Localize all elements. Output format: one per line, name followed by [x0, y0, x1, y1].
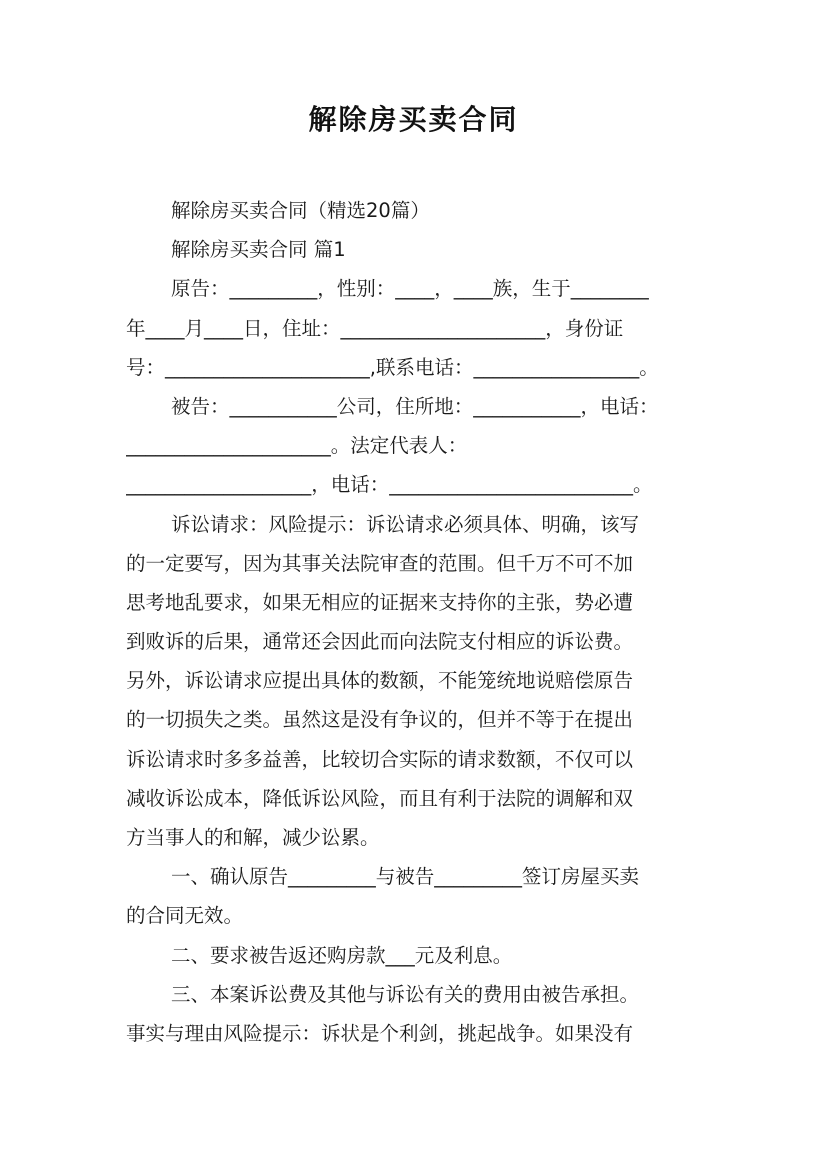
document-body — [126, 191, 704, 1053]
request-1-line-1: 一、确认原告_________与被告_________签订房屋买卖 — [171, 865, 640, 889]
request-2: 二、要求被告返还购房款___元及利息。 — [171, 943, 513, 967]
claims-line-4: 到败诉的后果，通常还会因此而向法院支付相应的诉讼费。 — [126, 630, 634, 654]
defendant-line-1: 被告：___________公司，住所地：___________，电话： — [171, 394, 659, 418]
facts-line-1: 事实与理由风险提示：诉状是个利剑，挑起战争。如果没有 — [126, 1021, 634, 1045]
plaintiff-line-2: 年____月____日，住址：_____________________，身份证 — [126, 316, 624, 340]
claims-line-3: 思考地乱要求，如果无相应的证据来支持你的主张，势必遭 — [126, 590, 634, 614]
claims-line-7: 诉讼请求时多多益善，比较切合实际的请求数额，不仅可以 — [126, 747, 634, 771]
request-1-line-2: 的合同无效。 — [126, 904, 244, 928]
defendant-line-3: ___________________，电话：_________________________。 — [126, 473, 653, 497]
claims-line-6: 的一切损失之类。虽然这是没有争议的，但并不等于在提出 — [126, 708, 634, 732]
plaintiff-line-3: 号：_____________________,联系电话：_________________。 — [126, 355, 659, 379]
defendant-line-2: _____________________。法定代表人： — [126, 434, 468, 458]
document-title: 解除房买卖合同 — [308, 103, 519, 136]
claims-line-5: 另外，诉讼请求应提出具体的数额，不能笼统地说赔偿原告 — [126, 669, 634, 693]
subtitle-line: 解除房买卖合同（精选20篇） — [171, 199, 430, 222]
claims-line-2: 的一定要写，因为其事关法院审查的范围。但千万不可不加 — [126, 551, 634, 575]
section-heading: 解除房买卖合同 篇1 — [171, 238, 346, 262]
plaintiff-line-1: 原告：_________，性别：____，____族，生于________ — [171, 277, 649, 301]
claims-line-1: 诉讼请求：风险提示：诉讼请求必须具体、明确，该写 — [171, 512, 640, 536]
request-3: 三、本案诉讼费及其他与诉讼有关的费用由被告承担。 — [171, 982, 640, 1006]
claims-line-8: 减收诉讼成本，降低诉讼风险，而且有利于法院的调解和双 — [126, 786, 634, 810]
claims-line-9: 方当事人的和解，减少讼累。 — [126, 826, 380, 849]
